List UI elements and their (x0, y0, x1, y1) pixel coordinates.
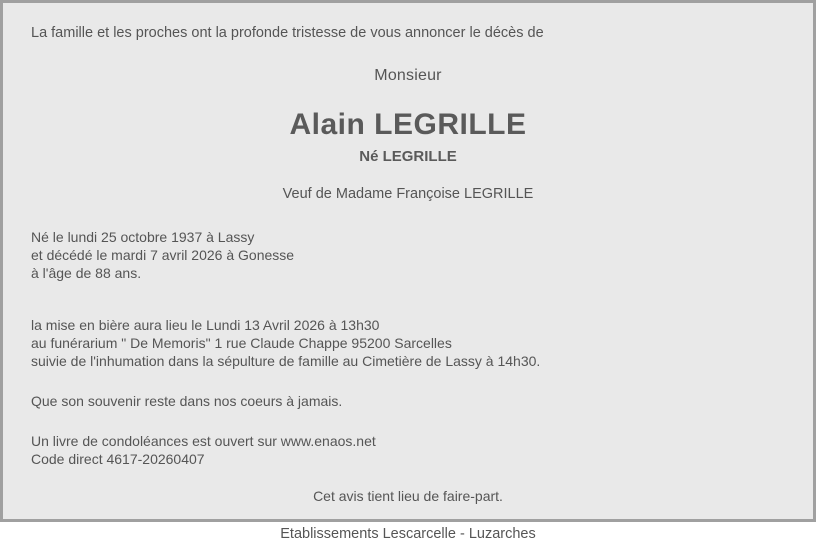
death-line: et décédé le mardi 7 avril 2026 à Gonesse (31, 247, 295, 263)
spouse-line: Veuf de Madame Françoise LEGRILLE (282, 186, 534, 202)
honorific-title: Monsieur (374, 67, 442, 84)
age-line: à l'âge de 88 ans. (31, 265, 142, 281)
intro-text: La famille et les proches ont la profonde tristesse de vous annoncer le décès de (31, 25, 544, 41)
burial-line: suivie de l'inhumation dans la sépulture de famille au Cimetière de Lassy à 14h30. (31, 353, 541, 369)
condolences-website-line: Un livre de condoléances est ouvert sur www.enaos.net (31, 433, 376, 449)
direct-code-line: Code direct 4617-20260407 (31, 451, 205, 467)
faire-part-note: Cet avis tient lieu de faire-part. (313, 488, 503, 504)
deceased-name: Alain LEGRILLE (289, 108, 527, 141)
memory-line: Que son souvenir reste dans nos coeurs à jamais. (31, 393, 343, 409)
establishment-footer: Etablissements Lescarcelle - Luzarches (280, 526, 536, 542)
deceased-birth-name: Né LEGRILLE (359, 148, 457, 165)
birth-death-block (31, 228, 787, 282)
ceremony-block (31, 316, 787, 370)
birth-line: Né le lundi 25 octobre 1937 à Lassy (31, 229, 255, 245)
condolences-block (31, 432, 787, 468)
coffining-line: la mise en bière aura lieu le Lundi 13 Avril 2026 à 13h30 (31, 317, 380, 333)
funeral-home-line: au funérarium " De Memoris" 1 rue Claude Chappe 95200 Sarcelles (31, 335, 452, 351)
